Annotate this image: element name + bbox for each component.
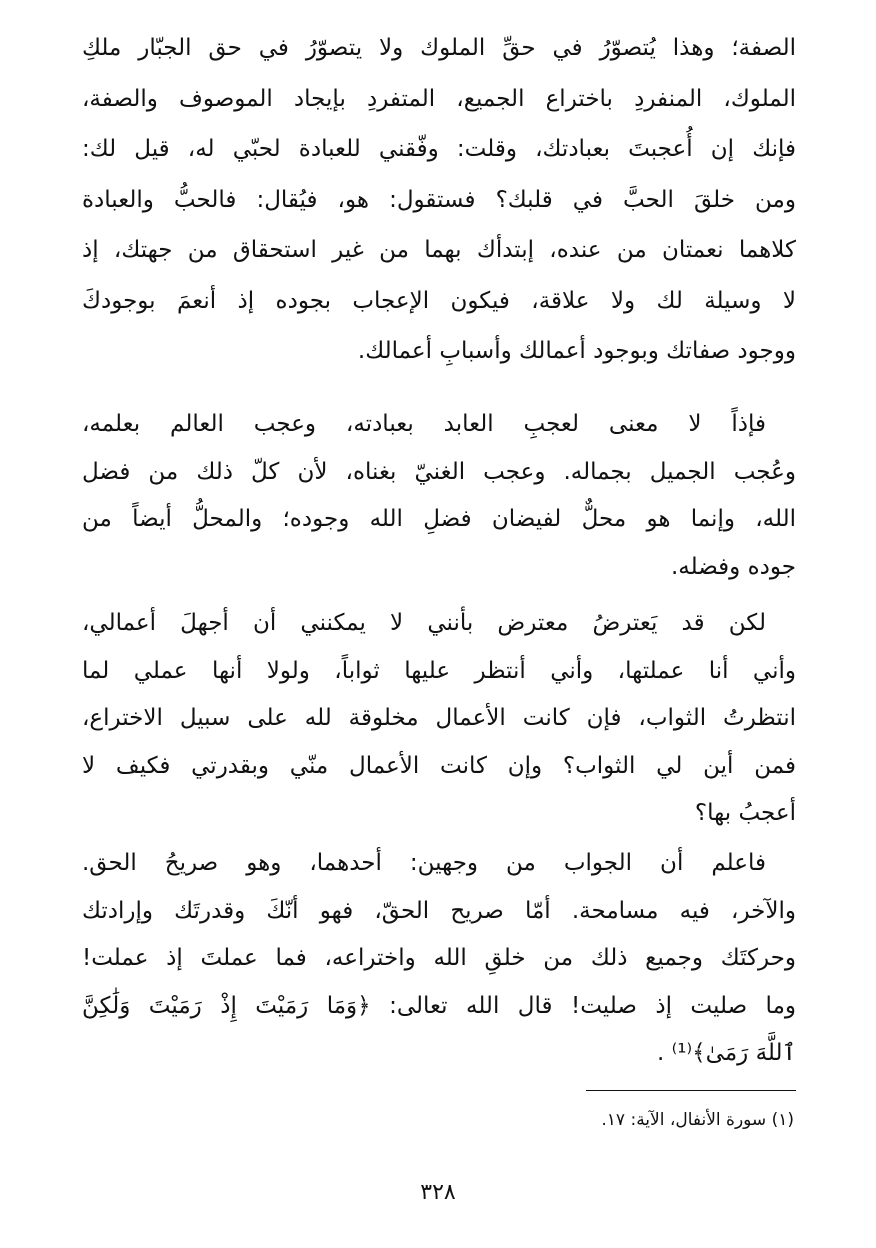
text-line: الصفة؛ وهذا يُتصوّرُ في حقِّ الملوك ولا يتصوّرُ في حق الجبّار ملكِ xyxy=(82,35,796,61)
text-line: لا وسيلة لك ولا علاقة، فيكون الإعجاب بجوده إذ أنعمَ بوجودكَ xyxy=(82,287,796,314)
text-line: كلاهما نعمتان من عنده، إبتدأك بهما من غير استحقاق من جهتك، إذ xyxy=(82,237,796,263)
text-line: والآخر، فيه مسامحة. أمّا صريح الحقّ، فهو أنّكَ وقدرتَك وإرادتك xyxy=(82,897,796,924)
text-line: وحركتَك وجميع ذلك من خلقِ الله واختراعه، فما عملتَ إذ عملت! xyxy=(82,945,796,971)
text-line: الله، وإنما هو محلٌّ لفيضان فضلِ الله وجوده؛ والمحلُّ أيضاً من xyxy=(82,506,796,532)
paragraph-4 xyxy=(82,840,796,1078)
paragraph-2 xyxy=(82,401,796,591)
paragraph-3 xyxy=(82,600,796,838)
footnote: (١) سورة الأنفال، الآية: ١٧. xyxy=(601,1110,794,1130)
text-line: وعُجب الجميل بجماله. وعجب الغنيّ بغناه، لأن كلّ ذلك من فضل xyxy=(82,458,796,485)
text-line: فإنك إن أُعجبتَ بعبادتك، وقلت: وفّقني للعبادة لحبّي له، قيل لك: xyxy=(82,136,796,162)
text-line: لكن قد يَعترضُ معترض بأنني لا يمكنني أن أجهلَ أعمالي، xyxy=(82,610,766,636)
text-line: ٱللَّهَ رَمَىٰ﴾⁽¹⁾ . xyxy=(657,1040,796,1066)
text-line: فاعلم أن الجواب من وجهين: أحدهما، وهو صريحُ الحق. xyxy=(82,850,766,876)
paragraph-1 xyxy=(82,23,796,377)
text-line: انتظرتُ الثواب، فإن كانت الأعمال مخلوقة لله على سبيل الاختراع، xyxy=(82,705,796,731)
text-line: الملوك، المنفردِ باختراع الجميع، المتفردِ بإيجاد الموصوف والصفة، xyxy=(82,85,796,112)
text-line: وأني أنا عملتها، وأني أنتظر عليها ثواباً، ولولا أنها عملي لما xyxy=(82,657,796,684)
text-line: جوده وفضله. xyxy=(670,553,796,580)
page-number: ٣٢٨ xyxy=(420,1180,456,1205)
text-line: فإذاً لا معنى لعجبِ العابد بعبادته، وعجب العالم بعلمه، xyxy=(82,411,766,437)
text-line: وما صليت إذ صليت! قال الله تعالى: ﴿وَمَا رَمَيْتَ إِذْ رَمَيْتَ وَلَٰكِنَّ xyxy=(82,992,796,1019)
text-line: ووجود صفاتك وبوجود أعمالك وأسبابِ أعمالك. xyxy=(357,338,796,364)
footnote-divider xyxy=(586,1090,796,1091)
text-line: أعجبُ بها؟ xyxy=(694,800,796,826)
text-line: فمن أين لي الثواب؟ وإن كانت الأعمال منّي وبقدرتي فكيف لا xyxy=(82,752,796,779)
text-line: ومن خلقَ الحبَّ في قلبك؟ فستقول: هو، فيُقال: فالحبُّ والعبادة xyxy=(82,186,796,213)
